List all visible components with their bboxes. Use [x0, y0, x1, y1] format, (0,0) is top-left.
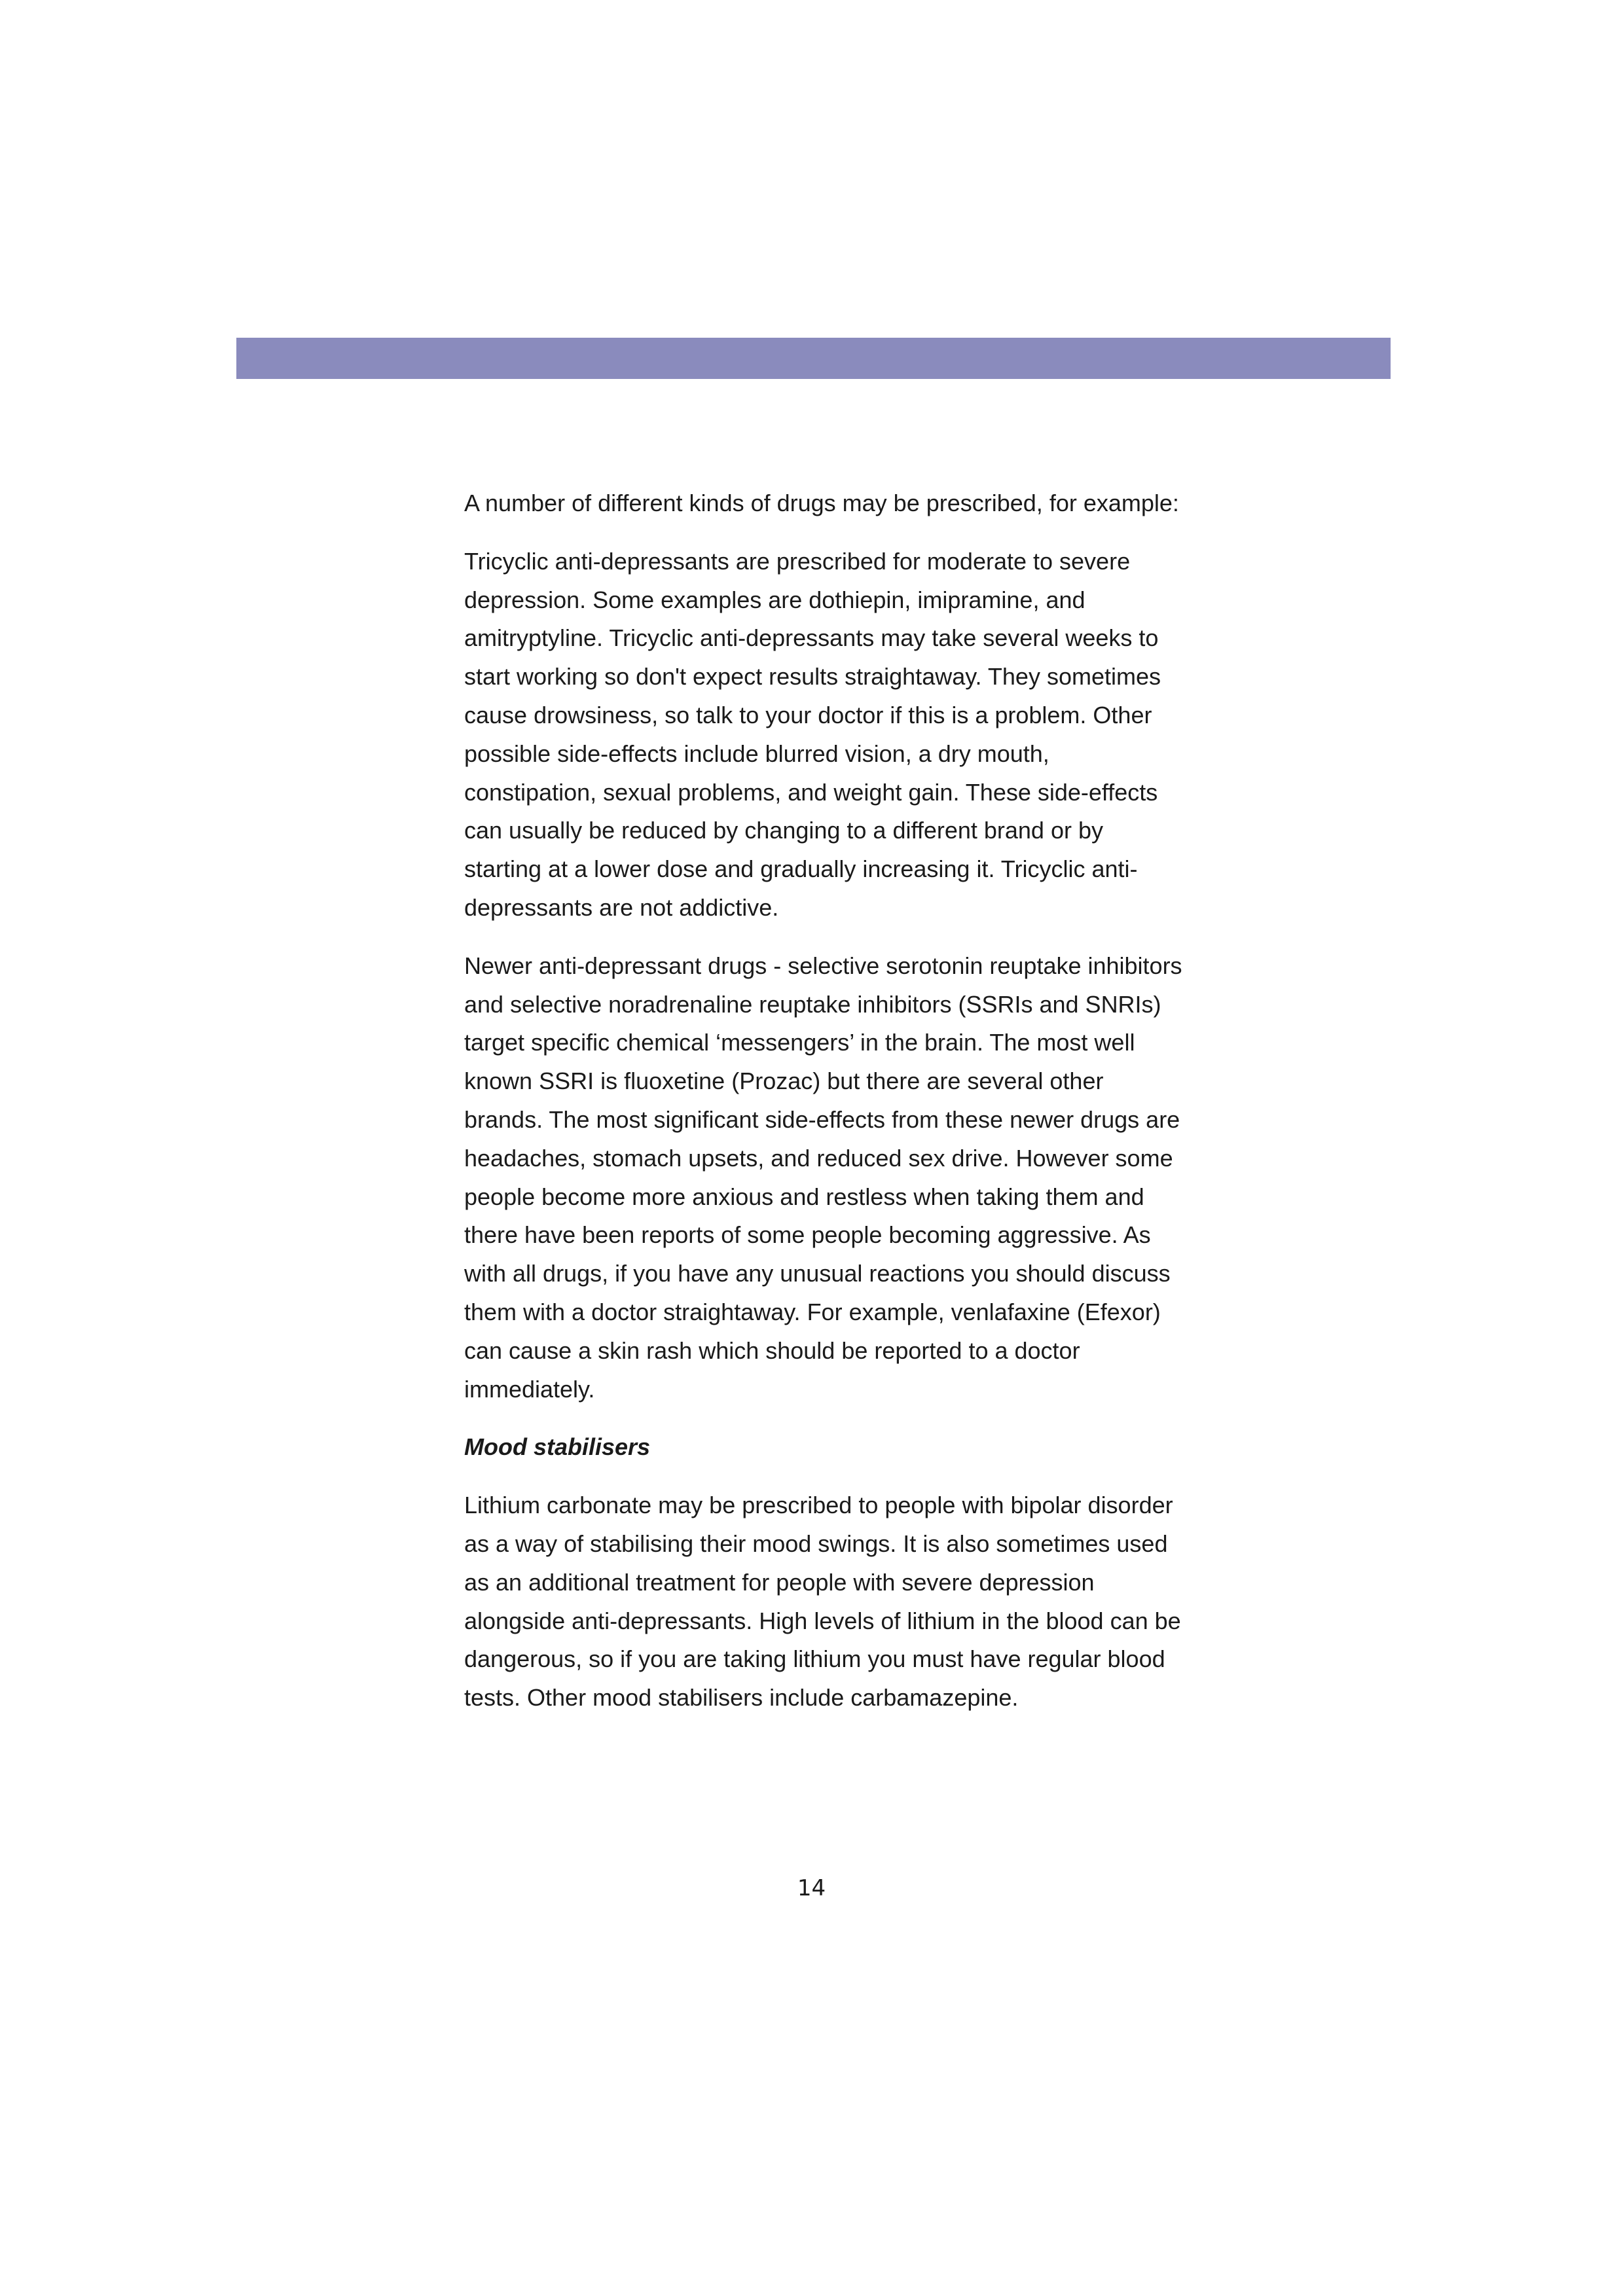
page-number: 14 [797, 1875, 826, 1901]
newer-drugs-paragraph: Newer anti-depressant drugs - selective serotonin reuptake inhibitors and selective noradrenaline reuptake inhibitors (SSRIs and SNRIs) target specific chemical ‘messengers’ in the brain. The most well known SSRI is fluoxetine (Prozac) but there are several other brands. The most significant side-effects from these newer drugs are headaches, stomach upsets, and reduced sex drive. However some people become more anxious and restless when taking them and there have been reports of some people becoming aggressive. As with all drugs, if you have any unusual reactions you should discuss them with a doctor straightaway. For example, venlafaxine (Efexor) can cause a skin rash which should be reported to a doctor immediately. [464, 952, 1182, 1403]
mood-stabilisers-heading: Mood stabilisers [464, 1433, 651, 1461]
intro-paragraph: A number of different kinds of drugs may be prescribed, for example: [464, 490, 1179, 516]
main-content [464, 484, 1184, 1737]
tricyclics-paragraph: Tricyclic anti-depressants are prescribed for moderate to severe depression. Some examples are dothiepin, imipramine, and amitryptyline. Tricyclic anti-depressants may take several weeks to start working so don't expect results straightaway. They sometimes cause drowsiness, so talk to your doctor if this is a problem. Other possible side-effects include blurred vision, a dry mouth, constipation, sexual problems, and weight gain. These side-effects can usually be reduced by changing to a different brand or by starting at a lower dose and gradually increasing it. Tricyclic anti-depressants are not addictive. [464, 547, 1161, 921]
header-band [236, 338, 1391, 379]
lithium-paragraph: Lithium carbonate may be prescribed to people with bipolar disorder as a way of stabilising their mood swings. It is also sometimes used as an additional treatment for people with severe depression alongside anti-depressants. High levels of lithium in the blood can be dangerous, so if you are taking lithium you must have regular blood tests. Other mood stabilisers include carbamazepine. [464, 1492, 1181, 1712]
